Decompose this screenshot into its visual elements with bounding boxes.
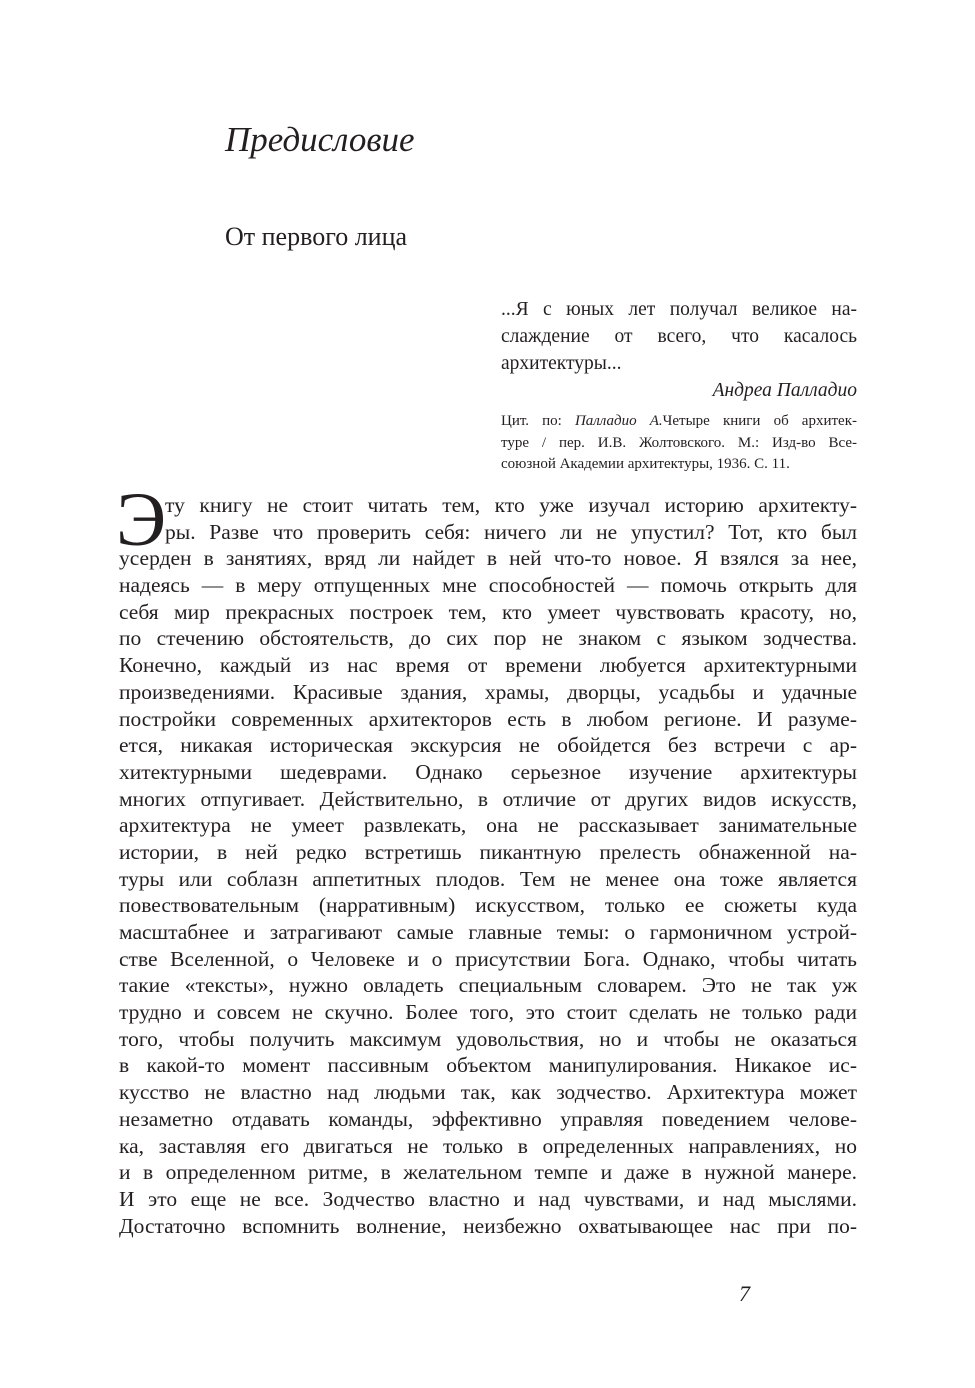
body-line: себя мир прекрасных построек тем, кто умеет чувствовать красоту, но, bbox=[119, 599, 857, 624]
body-line: И это еще не все. Зодчество властно и над чувствами, и над мыслями. bbox=[119, 1186, 857, 1211]
epigraph bbox=[501, 296, 857, 476]
body-line: истории, в ней редко встретишь пикантную прелесть обнаженной на- bbox=[119, 839, 857, 864]
body-line: стве Вселенной, о Человеке и о присутствии Бога. Однако, чтобы читать bbox=[119, 946, 857, 971]
body-lines bbox=[119, 492, 857, 1239]
source-line: союзной Академии архитектуры, 1936. С. 11. bbox=[501, 456, 790, 472]
body-line: ка, заставляя его двигаться не только в определенных направлениях, но bbox=[119, 1133, 857, 1158]
source-line bbox=[501, 411, 857, 433]
drop-cap: Э bbox=[116, 478, 167, 562]
chapter-title: Предисловие bbox=[225, 120, 415, 159]
epigraph-line: ...Я с юных лет получал великое на- bbox=[501, 299, 857, 320]
body-line: многих отпугивает. Действительно, в отличие от других видов искусств, bbox=[119, 786, 857, 811]
body-line: масштабнее и затрагивают самые главные темы: о гармоничном устрой- bbox=[119, 920, 857, 944]
page-number: 7 bbox=[739, 1281, 750, 1306]
body-line: ры. Разве что проверить себя: ничего ли не упустил? Тот, кто был bbox=[165, 519, 857, 544]
epigraph-line: слаждение от всего, что касалось bbox=[501, 326, 857, 347]
epigraph-source bbox=[501, 411, 857, 476]
epigraph-author: Андреа Палладио bbox=[712, 380, 857, 401]
body-line: по стечению обстоятельств, до сих пор не знаком с языком зодчества. bbox=[119, 626, 857, 651]
section-title: От первого лица bbox=[225, 222, 408, 251]
body-line: архитектура не умеет развлекать, она не рассказывает занимательные bbox=[119, 813, 857, 838]
body-line: того, чтобы получить максимум удовольствия, но и чтобы не оказаться bbox=[119, 1026, 857, 1051]
body-line: усерден в занятиях, вряд ли найдет в ней что-то новое. Я взялся за нее, bbox=[119, 546, 857, 571]
body-line: Конечно, каждый из нас время от времени любуется архитектурными bbox=[119, 653, 857, 678]
body-line: Достаточно вспомнить волнение, неизбежно охватывающее нас при по- bbox=[119, 1213, 857, 1238]
body-line: ется, никакая историческая экскурсия не обойдется без встречи с ар- bbox=[119, 733, 857, 758]
epigraph-line: архитектуры... bbox=[501, 353, 622, 374]
body-line: кусство не властно над людьми так, как зодчество. Архитектура может bbox=[119, 1080, 857, 1105]
body-line: надеясь — в меру отпущенных мне способностей — помочь открыть для bbox=[119, 573, 857, 598]
body-line: ту книгу не стоит читать тем, кто уже изучал историю архитекту- bbox=[165, 493, 857, 517]
body-line: незаметно отдавать команды, эффективно управляя поведением челове- bbox=[119, 1106, 857, 1131]
source-author: Палладио А. bbox=[574, 413, 663, 429]
source-prefix: Цит. по: bbox=[501, 413, 575, 429]
body-line: повествовательным (нарративным) искусством, только ее сюжеты куда bbox=[119, 893, 857, 918]
body-text bbox=[116, 478, 857, 1239]
body-line: произведениями. Красивые здания, храмы, дворцы, усадьбы и удачные bbox=[119, 679, 857, 704]
source-title: Четыре книги об архитек- bbox=[662, 413, 857, 429]
source-line: туре / пер. И.В. Жолтовского. М.: Изд-во Все- bbox=[501, 434, 857, 451]
body-line: постройки современных архитекторов есть в любом регионе. И разуме- bbox=[119, 706, 857, 731]
body-line: трудно и совсем не скучно. Более того, это стоит сделать не только ради bbox=[119, 1000, 857, 1025]
body-line: туры или соблазн аппетитных плодов. Тем не менее она тоже является bbox=[119, 866, 857, 891]
body-line: хитектурными шедеврами. Однако серьезное изучение архитектуры bbox=[119, 759, 857, 784]
body-line: и в определенном ритме, в желательном темпе и даже в нужной манере. bbox=[119, 1160, 857, 1185]
body-line: такие «тексты», нужно овладеть специальным словарем. Это не так уж bbox=[119, 973, 857, 998]
body-line: в какой-то момент пассивным объектом манипулирования. Никакое ис- bbox=[119, 1053, 857, 1078]
